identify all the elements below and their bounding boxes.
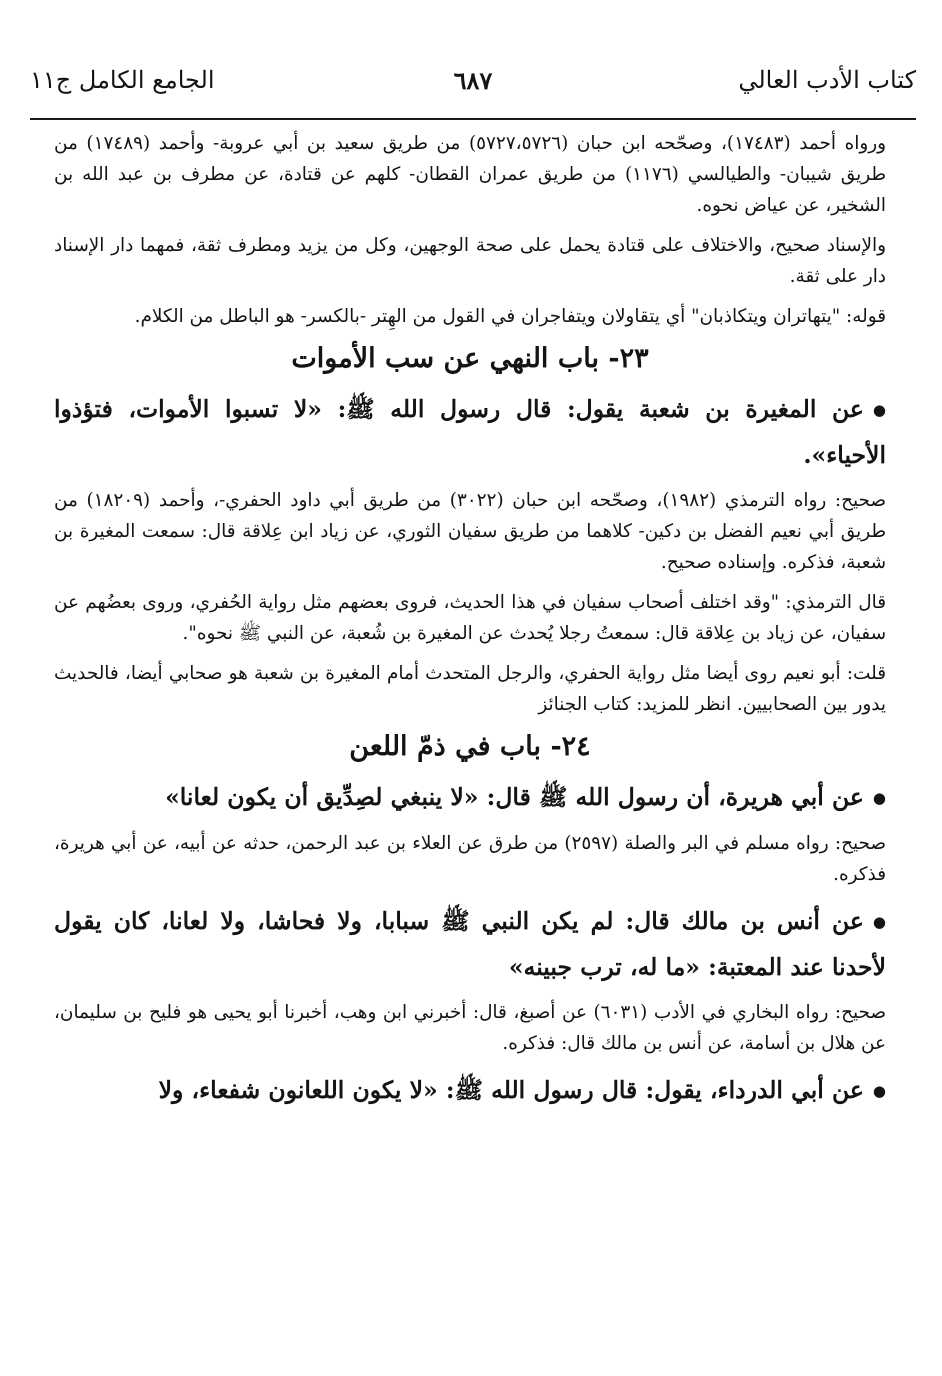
bullet-icon: ● (872, 401, 886, 419)
hadith-body: عن المغيرة بن شعبة يقول: قال رسول الله ﷺ: «لا تسبوا الأموات، فتؤذوا الأحياء». (54, 395, 886, 469)
hadith-text (54, 775, 886, 821)
hadith-text (54, 899, 886, 990)
takhrij-paragraph: صحيح: رواه البخاري في الأدب (٦٠٣١) عن أصبغ، قال: أخبرني ابن وهب، أخبرنا أبو يحيى هو فليح بن سليمان، عن هلال بن أسامة، عن أنس بن مالك قال: فذكره. (54, 1002, 886, 1054)
header-rule (30, 118, 916, 120)
bullet-icon: ● (872, 789, 886, 807)
page-body (54, 128, 886, 1121)
series-title: الجامع الكامل ج١١ (30, 66, 215, 94)
takhrij-paragraph: صحيح: رواه مسلم في البر والصلة (٢٥٩٧) من طرق عن العلاء بن عبد الرحمن، حدثه عن أبيه، عن أبي هريرة، فذكره. (54, 833, 886, 885)
hadith-body: عن أبي الدرداء، يقول: قال رسول الله ﷺ: «لا يكون اللعانون شفعاء، ولا (158, 1076, 864, 1104)
page-header (30, 66, 916, 112)
tirmidhi-quote: قال الترمذي: "وقد اختلف أصحاب سفيان في هذا الحديث، فروى بعضهم مثل رواية الحُفري، وروى بعضُهم عن سفيان، عن زياد بن عِلاقة قال: سمعتُ رجلا يُحدث عن المغيرة بن شُعبة، عن النبي ﷺ نحوه". (54, 592, 886, 644)
author-note: قلت: أبو نعيم روى أيضا مثل رواية الحفري، والرجل المتحدث أمام المغيرة بن شعبة هو صحابي أيضا، فالحديث يدور بين الصحابيين. انظر للمزيد: كتاب الجنائز (54, 663, 886, 715)
bullet-icon: ● (872, 913, 886, 931)
word-explanation: قوله: "يتهاتران ويتكاذبان" أي يتقاولان ويتفاجران في القول من الهِتر -بالكسر- هو الباطل من الكلام. (134, 306, 886, 327)
takhrij-paragraph: صحيح: رواه الترمذي (١٩٨٢)، وصحّحه ابن حبان (٣٠٢٢) من طريق أبي داود الحفري-، وأحمد (١٨٢٠٩) من طريق أبي نعيم الفضل بن دكين- كلاهما من طريق سفيان الثوري، عن زياد ابن عِلاقة قال: سمعت المغيرة بن شعبة، فذكره. وإسناده صحيح. (54, 490, 886, 573)
bullet-icon: ● (872, 1082, 886, 1100)
page-number: ٦٨٧ (453, 66, 493, 95)
chapter-heading-24: ٢٤- باب في ذمّ اللعن (349, 731, 591, 762)
hadith-body: عن أنس بن مالك قال: لم يكن النبي ﷺ سبابا، ولا فحاشا، ولا لعانا، كان يقول لأحدنا عند المعتبة: «ما له، ترب جبينه» (54, 907, 886, 981)
chapter-heading-23: ٢٣- باب النهي عن سب الأموات (291, 343, 649, 374)
takhrij-paragraph: ورواه أحمد (١٧٤٨٣)، وصحّحه ابن حبان (٥٧٢٧،٥٧٢٦) من طريق سعيد بن أبي عروبة- وأحمد (١٧٤٨٩) من طريق شيبان- والطيالسي (١١٧٦) من طريق عمران القطان- كلهم عن قتادة، عن مطرف بن عبد الله بن الشخير، عن عياض نحوه. (54, 133, 886, 216)
hadith-body: عن أبي هريرة، أن رسول الله ﷺ قال: «لا ينبغي لصِدِّيق أن يكون لعانا» (165, 783, 864, 811)
book-title: كتاب الأدب العالي (738, 66, 916, 94)
hadith-text (54, 1068, 886, 1114)
isnad-note: والإسناد صحيح، والاختلاف على قتادة يحمل على صحة الوجهين، وكل من يزيد ومطرف ثقة، فمهما دار الإسناد دار على ثقة. (54, 235, 886, 287)
hadith-text (54, 387, 886, 478)
